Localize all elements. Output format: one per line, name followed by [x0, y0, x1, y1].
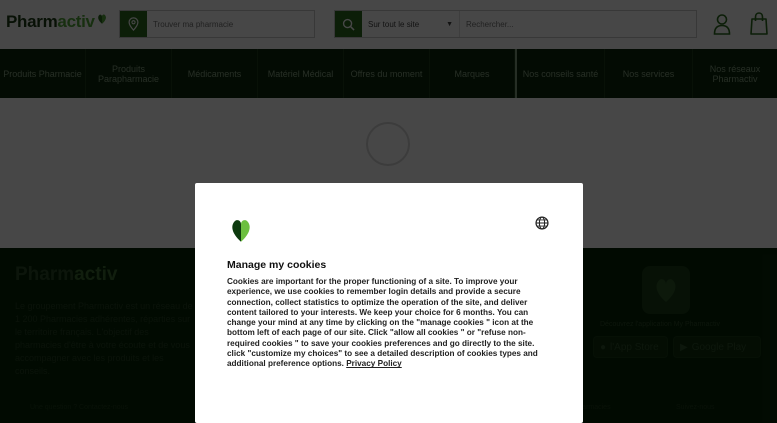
- brand-leaf-icon: [228, 217, 254, 243]
- privacy-policy-link[interactable]: Privacy Policy: [346, 359, 402, 369]
- cookie-modal-text: Cookies are important for the proper functioning of a site. To improve your experience, we use cookies to remember login details and provide a secure connection, collect statistics to optimize the operation of the site, and deliver content tailored to your interests. We keep your choice for 6 months. You can change your mind at any time by clicking on the "manage cookies " icon at the bottom left of each page of our site. Click "allow all cookies " or "refuse non-required cookies " to save your cookies preferences and go directly to the site. click "customize my choices" to see a detailed description of cookies types and additional preference options.: [227, 277, 538, 369]
- cookie-modal-body: [227, 277, 551, 370]
- globe-icon[interactable]: [535, 216, 549, 230]
- cookie-consent-modal: [195, 183, 583, 423]
- cookie-modal-title: Manage my cookies: [227, 259, 327, 271]
